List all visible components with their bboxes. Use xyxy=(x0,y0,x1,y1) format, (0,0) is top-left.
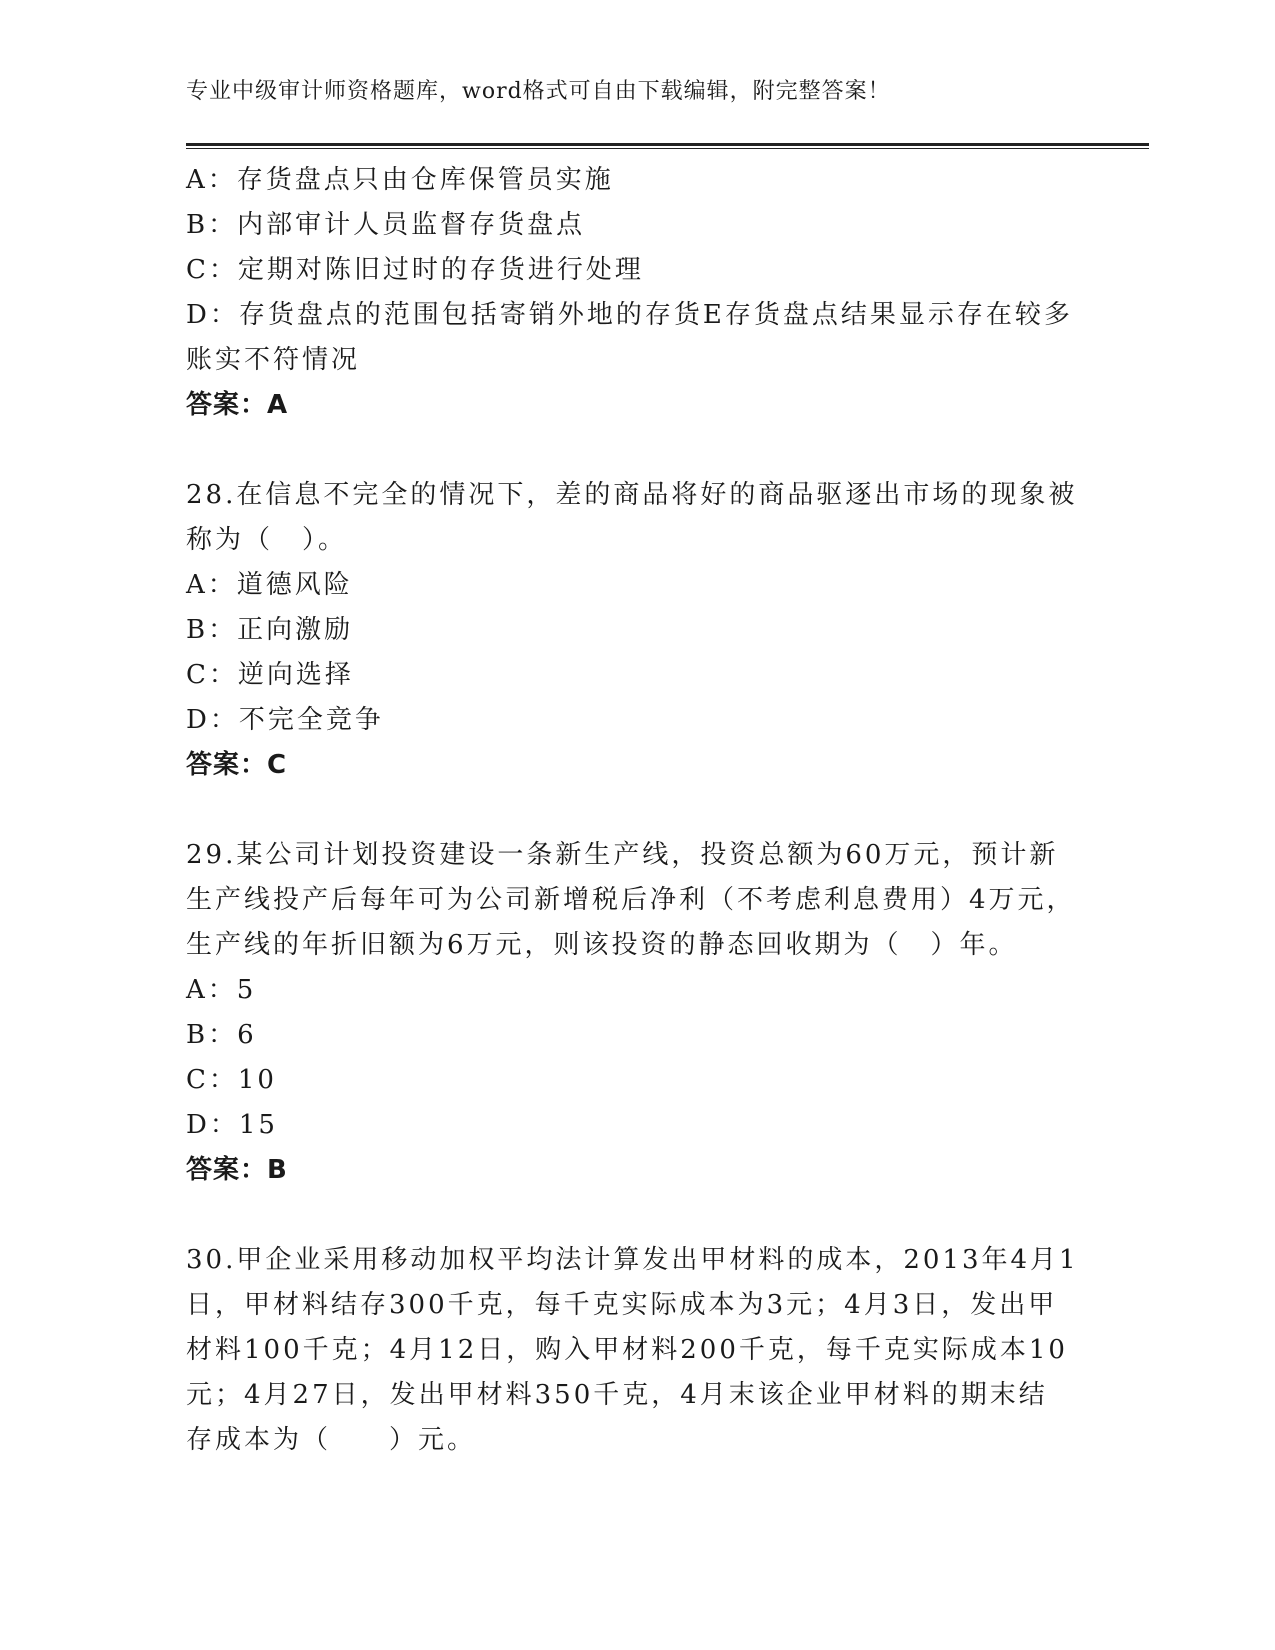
option-c: C：定期对陈旧过时的存货进行处理 xyxy=(186,255,644,285)
question-text: 生产线的年折旧额为6万元，则该投资的静态回收期为（ ）年。 xyxy=(186,930,1018,960)
option-a: A：存货盘点只由仓库保管员实施 xyxy=(186,165,614,195)
answer: 答案：B xyxy=(186,1155,288,1185)
question-text: 存成本为（ ）元。 xyxy=(186,1425,477,1455)
question-text: 称为（ ）。 xyxy=(186,525,348,555)
option-d: D：不完全竞争 xyxy=(186,705,384,735)
option-b: B：6 xyxy=(186,1020,257,1050)
question-27 xyxy=(186,158,1086,428)
option-d: D：15 xyxy=(186,1110,278,1140)
option-b: B：内部审计人员监督存货盘点 xyxy=(186,210,586,240)
question-text: 日，甲材料结存300千克，每千克实际成本为3元；4月3日，发出甲 xyxy=(186,1290,1058,1320)
option-c: C：10 xyxy=(186,1065,277,1095)
option-b: B：正向激励 xyxy=(186,615,354,645)
question-text: 30.甲企业采用移动加权平均法计算发出甲材料的成本，2013年4月1 xyxy=(186,1245,1079,1275)
document-body xyxy=(186,158,1086,1463)
question-text: 生产线投产后每年可为公司新增税后净利（不考虑利息费用）4万元， xyxy=(186,885,1076,915)
option-c: C：逆向选择 xyxy=(186,660,354,690)
question-28 xyxy=(186,473,1086,788)
option-d-continued: 账实不符情况 xyxy=(186,345,361,375)
question-text: 元；4月27日，发出甲材料350千克，4月末该企业甲材料的期末结 xyxy=(186,1380,1048,1410)
question-29 xyxy=(186,833,1086,1193)
question-text: 28.在信息不完全的情况下，差的商品将好的商品驱逐出市场的现象被 xyxy=(186,480,1078,510)
option-a: A：5 xyxy=(186,975,257,1005)
question-30 xyxy=(186,1238,1086,1463)
question-text: 材料100千克；4月12日，购入甲材料200千克，每千克实际成本10 xyxy=(186,1335,1068,1365)
option-d: D：存货盘点的范围包括寄销外地的存货E存货盘点结果显示存在较多 xyxy=(186,300,1073,330)
answer: 答案：A xyxy=(186,390,289,420)
page-header: 专业中级审计师资格题库，word格式可自由下载编辑，附完整答案！ xyxy=(186,79,891,104)
header-rule xyxy=(186,143,1149,148)
question-text: 29.某公司计划投资建设一条新生产线，投资总额为60万元，预计新 xyxy=(186,840,1059,870)
option-a: A：道德风险 xyxy=(186,570,353,600)
answer: 答案：C xyxy=(186,750,288,780)
